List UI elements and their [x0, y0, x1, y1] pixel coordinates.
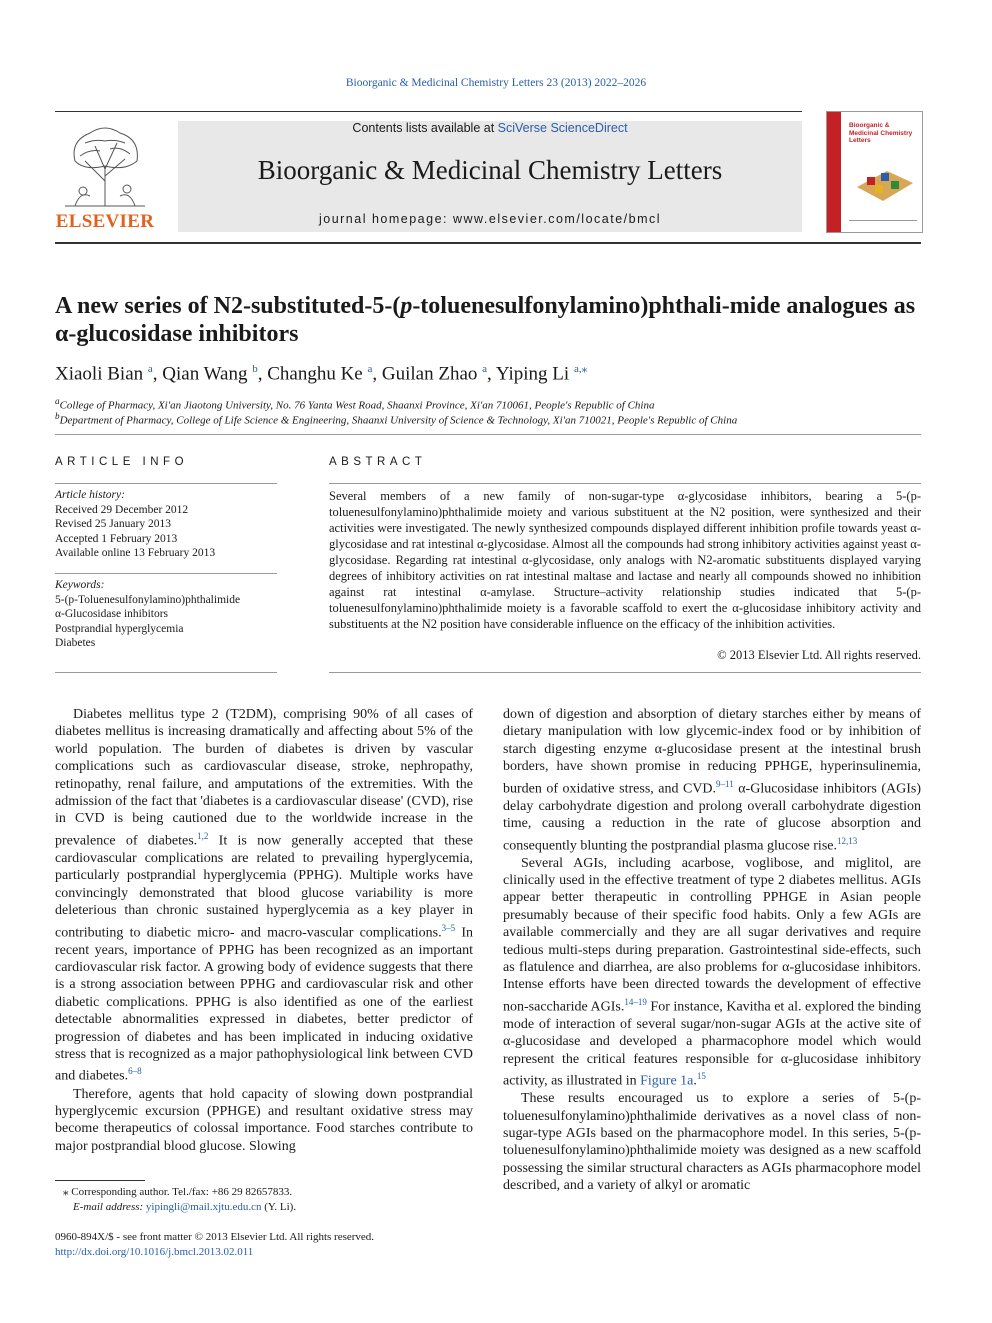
journal-cover-thumbnail[interactable] [826, 111, 923, 233]
body-text: These results encouraged us to explore a series of 5-(p-toluenesulfonylamino)phthalimide derivatives as a novel class of non-sugar-type AGIs based on the pharmacophore model. In this series, 5-(p-toluenesulfonylamino)phthalimide moiety was designed as a new scaffold possessing the similar structural characters as AGIs pharmacophore model described, and a variety of alkyl or aromatic [503, 1091, 921, 1194]
contents-prefix: Contents lists available at [352, 121, 498, 135]
author-name: Yiping Li [495, 363, 570, 385]
abstract-heading: ABSTRACT [329, 456, 427, 468]
publisher-wordmark: ELSEVIER [55, 211, 155, 232]
body-paragraph [503, 706, 921, 855]
affiliation-text: Department of Pharmacy, College of Life Science & Engineering, Shaanxi University of Science & Technology, Xi'an 710021, People's Republic of China [59, 414, 738, 427]
article-info-heading: ARTICLE INFO [55, 456, 189, 468]
body-paragraph [55, 1086, 473, 1156]
header-rule [55, 111, 802, 112]
title-italic: p [400, 293, 413, 319]
affiliation-mark: a [55, 396, 60, 406]
abstract-rule [329, 483, 921, 484]
keyword: α-Glucosidase inhibitors [55, 608, 169, 620]
body-text: In recent years, importance of PPHG has been recognized as an important cardiovascular risk factor. A growing body of evidence suggests that there is a strong association between PPHG and cardiovascular risk and other diabetic complications. PPHG is also identified as one of the earliest detectable abnormalities expressed in diabetes, better predictor of progression of diabetes and has been implicated in inducing oxidative stress that is recognized as a major pathophysiological link between CVD and diabetes. [55, 925, 473, 1085]
affiliation-rule [55, 434, 921, 435]
homepage-prefix: journal homepage: [318, 212, 453, 226]
body-text: α-Glucosidase inhibitors (AGIs) delay carbohydrate digestion and prolong overall carbohydrate digestion time, causing a reduction in the rate of glucose absorption and consequently blunting the postprandial plasma glucose rise. [503, 781, 921, 854]
article-history [55, 488, 277, 561]
abstract-copyright: © 2013 Elsevier Ltd. All rights reserved. [717, 648, 921, 662]
issn-line: 0960-894X/$ - see front matter © 2013 Elsevier Ltd. All rights reserved. [55, 1231, 375, 1243]
citation-ref[interactable]: 3–5 [441, 922, 456, 933]
email-suffix: (Y. Li). [261, 1200, 297, 1213]
journal-citation[interactable]: Bioorganic & Medicinal Chemistry Letters 23 (2013) 2022–2026 [345, 77, 647, 89]
author-affiliation-mark[interactable]: a [367, 363, 373, 375]
abstract-text: Several members of a new family of non-sugar-type α-glycosidase inhibitors, bearing a 5-(p-toluenesulfonylamino)phthalimide moiety and various substituent at the N2 position, were synthesized and their activities were investigated. The newly synthesized compounds displayed different inhibition profile towards yeast α-glycosidase and rat intestinal α-glycosidase. Almost all the compounds had strong inhibitory activities against yeast α-glycosidase. Regarding rat intestinal α-glycosidase, only analogs with N2-aromatic substituents displayed varying degrees of inhibitory activities on rat intestinal maltase and lactase and nearly all compounds showed no inhibition against rat intestinal α-amylase. Structure–activity relationship studies indicated that 5-(p-toluenesulfonylamino)phthalimide moiety is a favorable scaffold to exert the α-glucosidase inhibitory activity and substituents at the N2 position have considerable influence on the efficacy of the inhibition activities. [329, 489, 921, 631]
keyword: 5-(p-Toluenesulfonylamino)phthalimide [55, 593, 241, 606]
history-accepted: Accepted 1 February 2013 [55, 532, 178, 545]
keywords [55, 578, 277, 651]
article-info-rule [55, 483, 277, 484]
author-affiliation-mark[interactable]: b [252, 363, 258, 375]
citation-ref[interactable]: 6–8 [128, 1066, 142, 1077]
body-text: It is now generally accepted that these cardiovascular complications are related to prevailing hyperglycemia, particularly postprandial hyperglycemia (PPHG). Multiple works have convincingly demonstrated that blood glucose variability is more deleterious than chronic sustained hyperglycemia as a key player in contributing to diabetic micro- and macro-vascular complications. [55, 833, 473, 941]
citation-ref[interactable]: 9–11 [716, 778, 734, 789]
article-info-bottom-rule [55, 672, 277, 673]
affiliation-b [55, 411, 925, 427]
body-text: down of digestion and absorption of dietary starches either by means of dietary manipulation with low glycemic-index food or by inhibition of starch digesting enzyme α-glucosidase present at the intestinal brush borders, have shown promise in reducing PPHGE, hyperinsulinemia, burden of oxidative stress, and CVD. [503, 707, 921, 797]
body-paragraph [503, 1090, 921, 1194]
keyword: Postprandial hyperglycemia [55, 622, 184, 635]
keywords-label: Keywords: [55, 579, 105, 591]
email-label: E-mail address: [73, 1200, 146, 1213]
contents-line [178, 121, 802, 135]
sciencedirect-link[interactable]: SciVerse ScienceDirect [497, 121, 628, 135]
citation-ref[interactable]: 1,2 [197, 830, 209, 841]
journal-name: Bioorganic & Medicinal Chemistry Letters [257, 155, 723, 185]
doi-link[interactable]: http://dx.doi.org/10.1016/j.bmcl.2013.02.011 [55, 1245, 254, 1258]
cover-spine [827, 112, 841, 232]
body-paragraph [55, 706, 473, 1086]
homepage-line [178, 212, 802, 226]
body-paragraph: Several AGIs, including acarbose, voglibose, and miglitol, are clinically used in the effective treatment of type 2 diabetes mellitus. AGIs appear better therapeutic in controlling PPHGE in Asian people presumably because of their specific food habits. Only a few AGIs are available commercially and they are all sugar derivatives and require tedious multi-steps during preparation. Gastrointestinal side-effects, such as flatulence and diarrhea, are also problems for α-glucosidase inhibitors. Intense efforts have been directed towards the development of effective non-saccharide AGIs.$^{14-19}$ For instance, Kavitha et al. explored the binding mode of interaction of several sugar/non-sugar AGIs at the active site of α-glucosidase and developed a pharmacophore model which would represent the critical features responsible for α-glucosidase inhibitory activity, as illustrated in Figure 1a.$^{15}$ [503, 855, 921, 1089]
body-text: Therefore, agents that hold capacity of slowing down postprandial hyperglycemic excursion (PPHGE) and resultant oxidative stress may become therapeutics of colossal importance. Food starches contribute to major postprandial blood glucose. Slowing [55, 1086, 473, 1154]
title-part-1: A new series of N2-substituted-5-( [55, 293, 401, 319]
author-name: Xiaoli Bian [55, 363, 144, 385]
body-text: For instance, Kavitha et al. explored the binding mode of interaction of several sugar/non-sugar AGIs at the active site of α-glucosidase and developed a pharmacophore model which would represent the critical features responsible for α-glucosidase inhibitory activity, as illustrated in [503, 999, 921, 1089]
history-received: Received 29 December 2012 [55, 503, 189, 516]
corresponding-author: ⁎ Corresponding author. Tel./fax: +86 29 82657833. [63, 1186, 293, 1198]
author-list: Xiaoli Bian $^a$, Qian Wang $^b$, Changhu Ke $^a$, Guilan Zhao $^a$, Yiping Li $^{a,⁎}$ [55, 363, 588, 385]
cover-image-icon [853, 157, 917, 207]
citation-ref[interactable]: 12,13 [836, 835, 858, 846]
history-label: Article history: [55, 489, 125, 501]
title-part-2: -toluenesulfonylamino)phthali-mide analogues as α-glucosidase inhibitors [55, 293, 916, 347]
citation-ref[interactable]: 14–19 [624, 996, 647, 1007]
cover-title: Bioorganic & Medicinal Chemistry Letters [849, 122, 913, 144]
author-affiliation-mark[interactable]: a [147, 363, 153, 375]
issn-block [55, 1230, 475, 1259]
keywords-rule [55, 573, 277, 574]
body-column-right [503, 706, 921, 1195]
corresponding-footnote [55, 1185, 475, 1214]
keyword: Diabetes [55, 637, 96, 649]
affiliation-text: College of Pharmacy, Xi'an Jiaotong University, No. 76 Yanta West Road, Shaanxi Province, Xi'an 710061, People's Republic of China [59, 399, 655, 412]
author-name: Changhu Ke [267, 363, 363, 385]
author-name: Qian Wang [162, 363, 248, 385]
author-name: Guilan Zhao [381, 363, 478, 385]
affiliation-a [55, 396, 925, 412]
journal-banner [178, 121, 802, 232]
article-title [55, 292, 925, 348]
email-link[interactable]: yipingli@mail.xjtu.edu.cn [145, 1200, 262, 1213]
body-column-left [55, 706, 473, 1155]
history-revised: Revised 25 January 2013 [55, 518, 171, 530]
header-bottom-rule [55, 242, 921, 244]
author-affiliation-mark[interactable]: a,⁎ [573, 363, 588, 375]
homepage-link[interactable]: www.elsevier.com/locate/bmcl [453, 212, 662, 226]
history-online: Available online 13 February 2013 [55, 547, 216, 559]
affiliation-mark: b [55, 411, 60, 421]
figure-link[interactable]: Figure 1a [640, 1073, 694, 1089]
author-affiliation-mark[interactable]: a [482, 363, 488, 375]
body-text: Several AGIs, including acarbose, voglibose, and miglitol, are clinically used in the effective treatment of type 2 diabetes mellitus. AGIs appear better therapeutic in controlling PPHGE in Asian people presumably because of their specific food habits. Only a few AGIs are available commercially and they are all sugar derivatives and require tedious multi-steps during preparation. Gastrointestinal side-effects, such as flatulence and diarrhea, are also problems for α-glucosidase inhibitors. Intense efforts have been directed towards the development of effective non-saccharide AGIs. [503, 855, 921, 1015]
abstract-bottom-rule [329, 672, 921, 673]
citation-ref[interactable]: 15 [696, 1071, 706, 1082]
footnote-rule [55, 1180, 145, 1181]
cover-footer-rule [849, 220, 917, 221]
body-text: Diabetes mellitus type 2 (T2DM), comprising 90% of all cases of diabetes mellitus is increasing dramatically and affecting about 5% of the world population. The burden of diabetes is driven by vascular complications such as cardiovascular disease, stroke, nephropathy, retinopathy, renal failure, and amputations of the extremities. With the admission of the fact that 'diabetes is a cardiovascular disease' (CVD), rise in CVD is being cautioned due to the worldwide increase in the prevalence of diabetes. [55, 707, 473, 849]
